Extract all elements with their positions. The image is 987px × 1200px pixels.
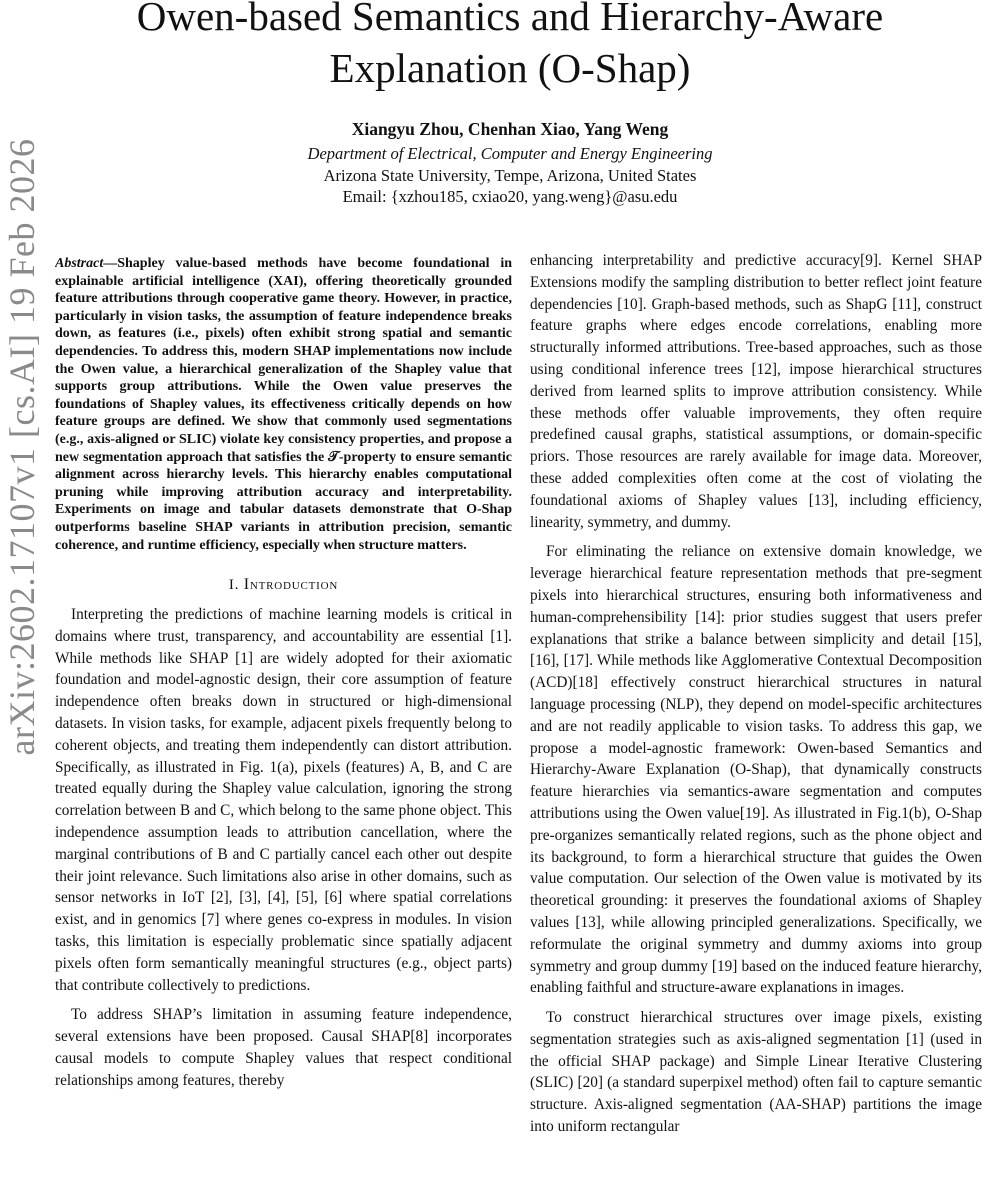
intro-paragraph-1: Interpreting the predictions of machine learning models is critical in domains where trust, transparency, and accountability are essential [1]. While methods like SHAP [1] are widely adopted for their axiomatic foundation and model-agnostic design, their core assumption of feature independence often breaks down in structured or high-dimensional datasets. In vision tasks, for example, adjacent pixels frequently belong to coherent objects, and treating them independently can distort attribution. Specifically, as illustrated in Fig. 1(a), pixels (features) A, B, and C are treated equally during the Shapley value calculation, ignoring the strong correlation between B and C, which belong to the same phone object. This independence assumption leads to attribution cancellation, where the marginal contributions of B and C partially cancel each other out despite their joint relevance. Such limitations also arise in other domains, such as sensor networks in IoT [2], [3], [4], [5], [6] where spatial correlations exist, and in genomics [7] where genes co-express in modules. In vision tasks, this limitation is especially problematic since spatially adjacent pixels often form semantically meaningful structures (e.g., object parts) that contribute collectively to predictions. <box>55 606 512 994</box>
right-paragraph-2: For eliminating the reliance on extensive domain knowledge, we leverage hierarchical feature representation methods that pre-segment pixels into hierarchical structures, ensuring both informativeness and human-comprehensibility [14]: prior studies suggest that users prefer explanations that strike a balance between simplicity and detail [15], [16], [17]. While methods like Agglomerative Contextual Decomposition (ACD)[18] effectively construct hierarchical structures in natural language processing (NLP), they depend on model-specific architectures and are not readily applicable to vision tasks. To address this gap, we propose a model-agnostic framework: Owen-based Semantics and Hierarchy-Aware Explanation (O-Shap), that dynamically constructs feature hierarchies via semantics-aware segmentation and computes attributions using the Owen value[19]. As illustrated in Fig.1(b), O-Shap pre-organizes semantically related regions, such as the phone object and its background, to form a hierarchical structure that guides the Owen value computation. Our selection of the Owen value is motivated by its theoretical grounding: it preserves the foundational axioms of Shapley values [13], while allowing principled generalizations. Specifically, we reformulate the original symmetry and dummy axioms into group symmetry and group dummy [19] based on the induced feature hierarchy, enabling faithful and structure-aware explanations in images. <box>530 543 982 997</box>
arxiv-side-identifier: arXiv:2602.17107v1 [cs.AI] 19 Feb 2026 <box>2 138 42 756</box>
left-column <box>55 255 512 1200</box>
right-paragraph-3: To construct hierarchical structures over image pixels, existing segmentation strategies such as axis-aligned segmentation [1] (used in the official SHAP package) and Simple Linear Iterative Clustering (SLIC) [20] (a standard superpixel method) often fail to capture semantic structure. Axis-aligned segmentation (AA-SHAP) partitions the image into uniform rectangular <box>530 1009 982 1136</box>
title-line-1: Owen-based Semantics and Hierarchy-Aware <box>136 0 884 39</box>
right-column <box>530 250 982 1195</box>
affiliation-department: Department of Electrical, Computer and Energy Engineering <box>307 144 713 163</box>
author-list: Xiangyu Zhou, Chenhan Xiao, Yang Weng <box>351 119 669 139</box>
section-heading-introduction <box>55 576 512 594</box>
right-paragraph-1: enhancing interpretability and predictive accuracy[9]. Kernel SHAP Extensions modify the sampling distribution to better reflect joint feature dependencies [10]. Graph-based methods, such as ShapG [11], construct feature graphs where edges encode correlations, enabling more structurally informed attributions. Tree-based approaches, such as those using conditional inference trees [12], impose hierarchical structures derived from learned splits to improve attribution consistency. While these methods offer valuable improvements, they often require predefined causal graphs, statistical assumptions, or domain-specific priors. Those resources are rarely available for image data. Moreover, these added complexities often come at the cost of violating the foundational axioms of Shapley values [13], including efficiency, linearity, symmetry, and dummy. <box>530 252 982 531</box>
abstract-label: Abstract <box>55 256 104 271</box>
abstract <box>55 255 512 554</box>
paper-title <box>40 0 980 94</box>
section-title: Introduction <box>243 576 339 594</box>
author-emails: Email: {xzhou185, cxiao20, yang.weng}@asu.edu <box>342 187 678 206</box>
affiliation-university: Arizona State University, Tempe, Arizona, United States <box>323 166 697 185</box>
intro-paragraph-2: To address SHAP’s limitation in assuming feature independence, several extensions have been proposed. Causal SHAP[8] incorporates causal models to compute Shapley values that respect conditional relationships among features, thereby <box>55 1006 512 1089</box>
section-number: I. <box>228 577 240 594</box>
title-line-2: Explanation (O-Shap) <box>329 45 691 91</box>
abstract-text: —Shapley value-based methods have become foundational in explainable artificial intelligence (XAI), offering theoretically grounded feature attributions through cooperative game theory. However, in practice, particularly in vision tasks, the assumption of feature independence breaks down, as features (i.e., pixels) often exhibit strong spatial and semantic dependencies. To address this, modern SHAP implementations now include the Owen value, a hierarchical generalization of the Shapley value that supports group attributions. While the Owen value preserves the foundations of Shapley values, its effectiveness critically depends on how feature groups are defined. We show that commonly used segmentations (e.g., axis-aligned or SLIC) violate key consistency properties, and propose a new segmentation approach that satisfies the 𝒯-property to ensure semantic alignment across hierarchy levels. This hierarchy enables computational pruning while improving attribution accuracy and interpretability. Experiments on image and tabular datasets demonstrate that O-Shap outperforms baseline SHAP variants in attribution precision, semantic coherence, and runtime efficiency, especially when structure matters. <box>55 256 512 553</box>
